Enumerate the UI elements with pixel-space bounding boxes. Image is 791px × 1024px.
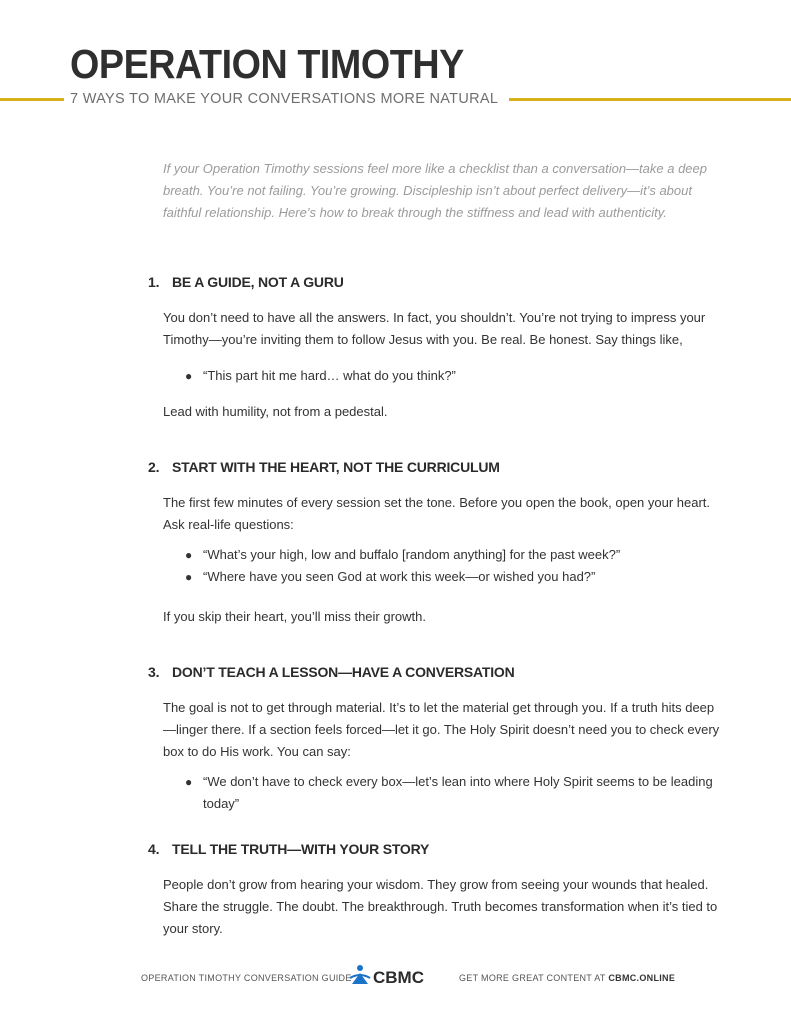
section-3: [148, 664, 723, 815]
footer-cta: [459, 973, 675, 983]
section-number: 3.: [148, 664, 160, 680]
footer-guide-title: OPERATION TIMOTHY CONVERSATION GUIDE: [141, 973, 352, 983]
accent-rule-left: [0, 98, 64, 101]
section-heading: [148, 459, 723, 475]
section-heading: [148, 664, 723, 680]
footer-cta-text: GET MORE GREAT CONTENT AT: [459, 973, 606, 983]
logo-wordmark: CBMC: [373, 968, 424, 987]
bullet-icon: ●: [185, 369, 193, 383]
page-title: OPERATION TIMOTHY: [70, 41, 464, 87]
section-title: TELL THE TRUTH—WITH YOUR STORY: [172, 841, 430, 857]
bullet-icon: ●: [185, 548, 193, 562]
section-title: DON’T TEACH A LESSON—HAVE A CONVERSATION: [172, 664, 515, 680]
section-paragraph: You don’t need to have all the answers. In fact, you shouldn’t. You’re not trying to impress your Timothy—you’re inviting them to follow Jesus with you. Be real. Be honest. Say things like,: [163, 310, 706, 347]
list-item-text: “Where have you seen God at work this week—or wished you had?”: [203, 569, 596, 584]
bullet-icon: ●: [185, 570, 193, 584]
section-closing: If you skip their heart, you’ll miss their growth.: [163, 609, 426, 624]
section-2: [148, 459, 723, 628]
section-number: 1.: [148, 274, 160, 290]
list-item: [163, 566, 723, 588]
list-item-text: “We don’t have to check every box—let’s lean into where Holy Spirit seems to be leading today”: [203, 774, 713, 811]
section-heading: [148, 841, 723, 857]
intro-paragraph: If your Operation Timothy sessions feel more like a checklist than a conversation—take a deep breath. You’re not failing. You’re growing. Discipleship isn’t about perfect delivery—it’s about faithful relationship. Here’s how to break through the stiffness and lead with authenticity.: [163, 161, 707, 220]
section-closing: Lead with humility, not from a pedestal.: [163, 404, 388, 419]
section-number: 2.: [148, 459, 160, 475]
bullet-icon: ●: [185, 775, 193, 789]
section-4: [148, 841, 723, 940]
section-paragraph: The goal is not to get through material. It’s to let the material get through you. If a truth hits deep—linger there. If a section feels forced—let it go. The Holy Spirit doesn’t need you to check every box to do His work. You can say:: [163, 700, 720, 759]
cbmc-logo-icon: [350, 965, 370, 984]
list-item: [163, 771, 723, 815]
section-title: BE A GUIDE, NOT A GURU: [172, 274, 344, 290]
section-heading: [148, 274, 723, 290]
list-item: [163, 544, 723, 566]
section-title: START WITH THE HEART, NOT THE CURRICULUM: [172, 459, 500, 475]
list-item-text: “What’s your high, low and buffalo [random anything] for the past week?”: [203, 547, 621, 562]
cbmc-logo: [349, 964, 441, 988]
accent-rule-right: [509, 98, 791, 101]
list-item: [163, 365, 723, 387]
footer-link[interactable]: CBMC.ONLINE: [608, 973, 676, 983]
bullet-list: [163, 771, 723, 815]
bullet-list: [163, 365, 723, 387]
section-1: [148, 274, 723, 423]
section-number: 4.: [148, 841, 160, 857]
bullet-list: [163, 544, 723, 588]
document-body: [148, 158, 723, 940]
section-paragraph: The first few minutes of every session set the tone. Before you open the book, open your heart. Ask real-life questions:: [163, 495, 711, 532]
section-paragraph: People don’t grow from hearing your wisdom. They grow from seeing your wounds that healed. Share the struggle. The doubt. The breakthrough. Truth becomes transformation when it’s tied to your story.: [163, 877, 718, 936]
list-item-text: “This part hit me hard… what do you think?”: [203, 368, 456, 383]
page-subtitle: 7 WAYS TO MAKE YOUR CONVERSATIONS MORE NATURAL: [70, 91, 499, 107]
